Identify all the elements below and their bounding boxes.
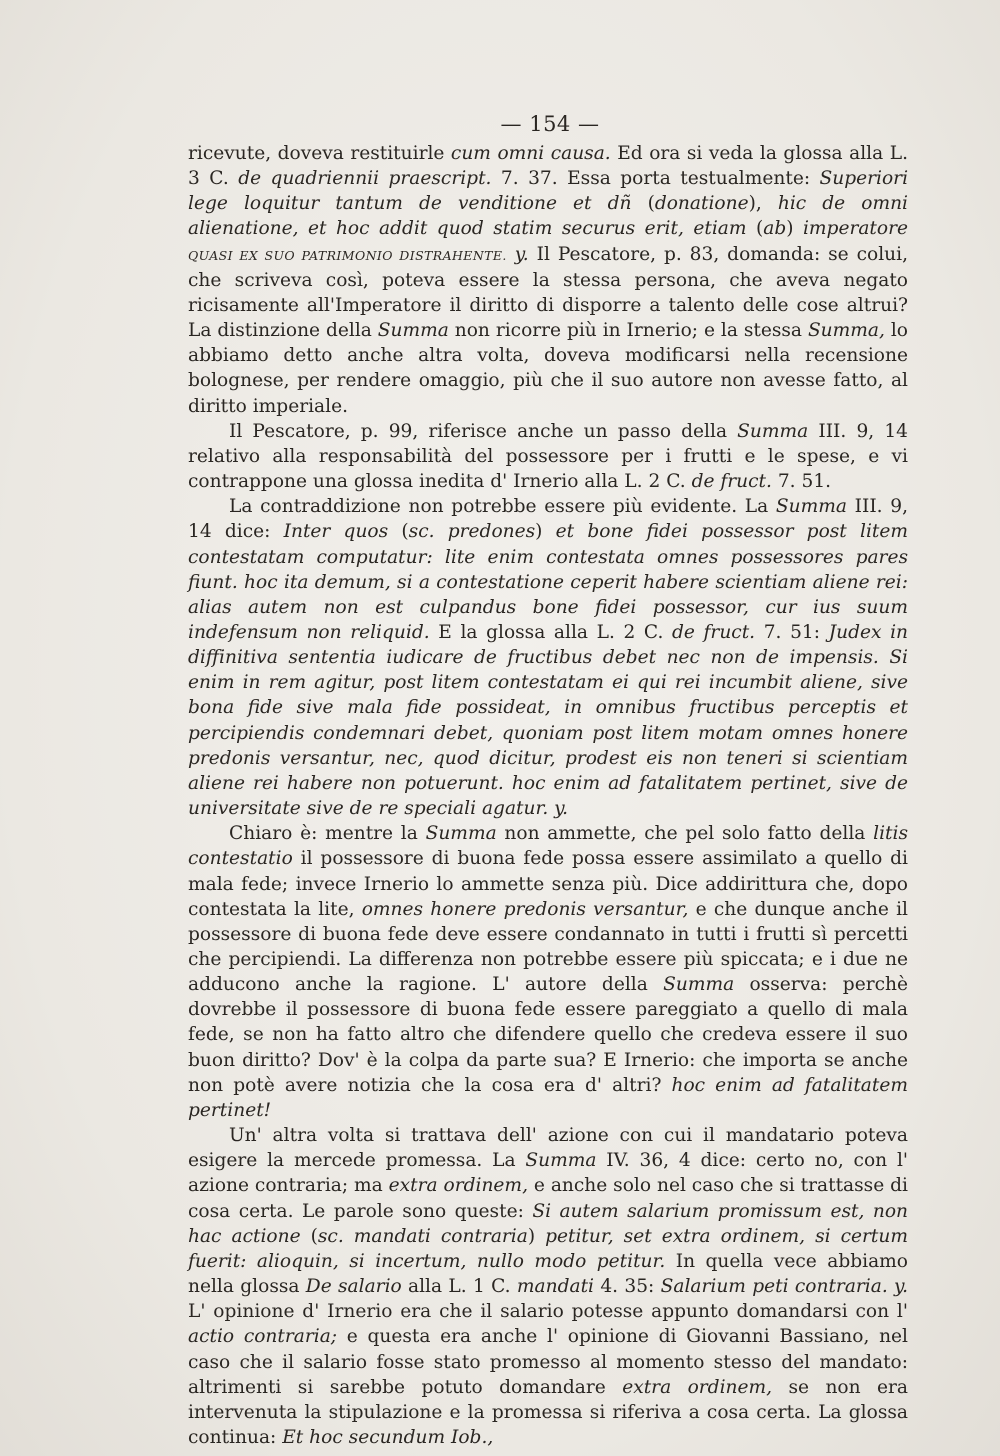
italic-segment: Summa bbox=[775, 496, 847, 518]
italic-segment: Superiori lege loquitur tantum de venditione et dñ bbox=[188, 168, 909, 215]
text-segment: III. 9, 14 dice: bbox=[188, 496, 909, 543]
text-segment: Un' altra volta si trattava dell' azione con cui il mandatario poteva esigere la mercede promessa. La bbox=[188, 1125, 908, 1172]
text-segment: non ammette, che pel solo fatto della bbox=[496, 823, 874, 845]
text-segment: e anche solo nel caso che si trattasse di cosa certa. Le parole sono queste: bbox=[188, 1175, 908, 1222]
italic-segment: Si autem salarium promissum est, non hac actione bbox=[188, 1200, 908, 1247]
italic-segment: de quadriennii praescript. bbox=[238, 168, 492, 190]
paragraph bbox=[188, 494, 908, 821]
paragraph bbox=[188, 821, 908, 1123]
italic-segment: Summa bbox=[425, 823, 497, 845]
italic-segment: et bone fidei possessor post litem contestatam computatur: lite enim contestata omnes possessores pares fiunt. hoc ita demum, si a contestatione ceperit habere scientiam aliene rei: alias autem non est culpandus bone fidei possessor, cur ius suum indefensum non reliquid. bbox=[188, 521, 909, 643]
text-segment: ( bbox=[388, 521, 409, 543]
text-segment: osserva: perchè dovrebbe il possessore di buona fede essere pareggiato a quello di mala fede, se non ha fatto altro che difendere quello che credeva essere il suo buon diritto? Dov' è la colpa da parte sua? E Irnerio: che importa se anche non potè avere notizia che la cosa era d' altri? bbox=[188, 974, 908, 1096]
italic-segment: de fruct. bbox=[672, 621, 756, 643]
text-segment: 7. 37. Essa porta testualmente: bbox=[491, 168, 820, 190]
text-segment: IV. 36, 4 dice: certo no, con l' azione contraria; ma bbox=[188, 1150, 908, 1197]
text-segment: ricevute, doveva restituirle bbox=[188, 143, 451, 164]
italic-segment: QUASI EX SUO PATRIMONIO DISTRAHENTE. bbox=[188, 247, 507, 263]
page-number: — 154 — bbox=[500, 112, 600, 136]
italic-segment: Judex in diffinitiva sententia iudicare de fructibus debet nec non de impensis. Si enim in rem agitur, post litem contestatam ei qui rei incumbit aliene, sive bona fide sive mala fide possideat, in omnibus fructibus perceptis et percipiendis condemnari debet, quoniam post litem motam omnes honere predonis versantur, nec, quod dicitur, prodest eis non teneri si scientiam aliene rei habere non potuerunt. hoc enim ad fatalitatem pertinet, sive de universitate sive de re speciali agatur. y. bbox=[188, 621, 909, 820]
italic-segment: de fruct. bbox=[691, 471, 772, 493]
italic-segment: ab bbox=[763, 218, 787, 240]
text-segment: lo abbiamo detto anche altra volta, doveva modificarsi nella recensione bolognese, per rendere omaggio, più che il suo autore non avesse fatto, al diritto imperiale. bbox=[188, 320, 908, 417]
italic-segment: y. bbox=[506, 243, 529, 265]
text-segment: In quella vece abbiamo nella glossa bbox=[188, 1250, 908, 1298]
text-segment: ( bbox=[631, 193, 655, 215]
paragraph bbox=[188, 141, 908, 419]
italic-segment: sc. mandati contraria bbox=[317, 1225, 528, 1247]
paragraph bbox=[188, 1123, 908, 1450]
italic-segment: Salarium peti contraria. y. bbox=[660, 1276, 908, 1298]
italic-segment: Inter quos bbox=[283, 521, 389, 543]
italic-segment: Summa bbox=[525, 1150, 597, 1172]
italic-segment: Summa bbox=[737, 420, 809, 442]
text-body bbox=[188, 141, 908, 1450]
italic-segment: mandati bbox=[516, 1276, 595, 1298]
text-segment: ( bbox=[300, 1225, 318, 1247]
text-segment: alla L. 1 C. bbox=[401, 1276, 517, 1298]
italic-segment: Summa bbox=[377, 320, 449, 342]
text-segment: ), bbox=[748, 193, 778, 215]
text-segment: Il Pescatore, p. 83, domanda: se colui, che scriveva così, poteva essere la stessa persona, che aveva negato ricisamente all'Imperatore il diritto di disporre a talento delle cose altrui? La distinzione della bbox=[188, 243, 908, 342]
italic-segment: litis contestatio bbox=[188, 823, 908, 870]
italic-segment: hoc enim ad fatalitatem pertinet! bbox=[188, 1074, 908, 1121]
italic-segment: Summa bbox=[663, 974, 735, 996]
text-segment: La contraddizione non potrebbe essere più evidente. La bbox=[229, 496, 776, 518]
text-segment: 4. 35: bbox=[594, 1276, 661, 1298]
italic-segment: sc. predones bbox=[408, 521, 536, 543]
text-segment: 7. 51. bbox=[771, 471, 832, 493]
italic-segment: De salario bbox=[305, 1276, 402, 1298]
text-segment: Il Pescatore, p. 99, riferisce anche un passo della bbox=[229, 420, 738, 442]
italic-segment: imperatore bbox=[802, 218, 908, 240]
italic-segment: cum omni causa. bbox=[450, 143, 611, 164]
italic-segment: omnes honere predonis versantur, bbox=[361, 898, 689, 920]
text-segment: Chiaro è: mentre la bbox=[229, 823, 426, 845]
italic-segment: extra ordinem, bbox=[622, 1376, 773, 1398]
text-segment: il possessore di buona fede possa essere assimilato a quello di mala fede; invece Irnerio lo ammette senza più. Dice addirittura che, dopo contestata la lite, bbox=[188, 848, 908, 920]
text-segment: ) bbox=[786, 218, 803, 240]
italic-segment: petitur, set extra ordinem, si certum fuerit: alioquin, si incertum, nullo modo petitur. bbox=[188, 1225, 908, 1272]
italic-segment: Et hoc secundum Iob., bbox=[282, 1426, 494, 1448]
italic-segment: Summa, bbox=[807, 320, 885, 342]
text-segment: ( bbox=[746, 218, 764, 240]
text-segment: III. 9, 14 relativo alla responsabilità del possessore per i frutti e le spese, e vi contrappone una glossa inedita d' Irnerio alla L. 2 C. bbox=[188, 420, 908, 493]
text-segment: L' opinione d' Irnerio era che il salario potesse appunto domandarsi con l' bbox=[188, 1301, 908, 1323]
text-segment: e che dunque anche il possessore di buona fede deve essere condannato in tutti i frutti sì percetti che percipiendi. La differenza non potrebbe essere più spiccata; e i due ne adducono anche la ragione. L' autore della bbox=[188, 898, 908, 996]
italic-segment: donatione bbox=[654, 193, 749, 215]
text-segment: e questa era anche l' opinione di Giovanni Bassiano, nel caso che il salario fosse stato promesso al momento stesso del mandato: altrimenti si sarebbe potuto domandare bbox=[188, 1326, 908, 1398]
text-segment: ) bbox=[535, 521, 556, 543]
text-segment: ) bbox=[527, 1225, 546, 1247]
text-segment: E la glossa alla L. 2 C. bbox=[429, 621, 673, 643]
italic-segment: actio contraria; bbox=[188, 1326, 338, 1348]
italic-segment: extra ordinem, bbox=[388, 1175, 528, 1197]
text-segment: non ricorre più in Irnerio; e la stessa bbox=[448, 320, 808, 342]
text-segment: se non era intervenuta la stipulazione e la promessa si riferiva a cosa certa. La glossa continua: bbox=[188, 1376, 908, 1448]
paragraph bbox=[188, 419, 908, 494]
text-segment: Ed ora si veda la glossa alla L. 3 C. bbox=[188, 143, 908, 190]
text-segment: 7. 51: bbox=[755, 621, 829, 643]
italic-segment: hic de omni alienatione, et hoc addit quod statim securus erit, etiam bbox=[188, 193, 909, 240]
